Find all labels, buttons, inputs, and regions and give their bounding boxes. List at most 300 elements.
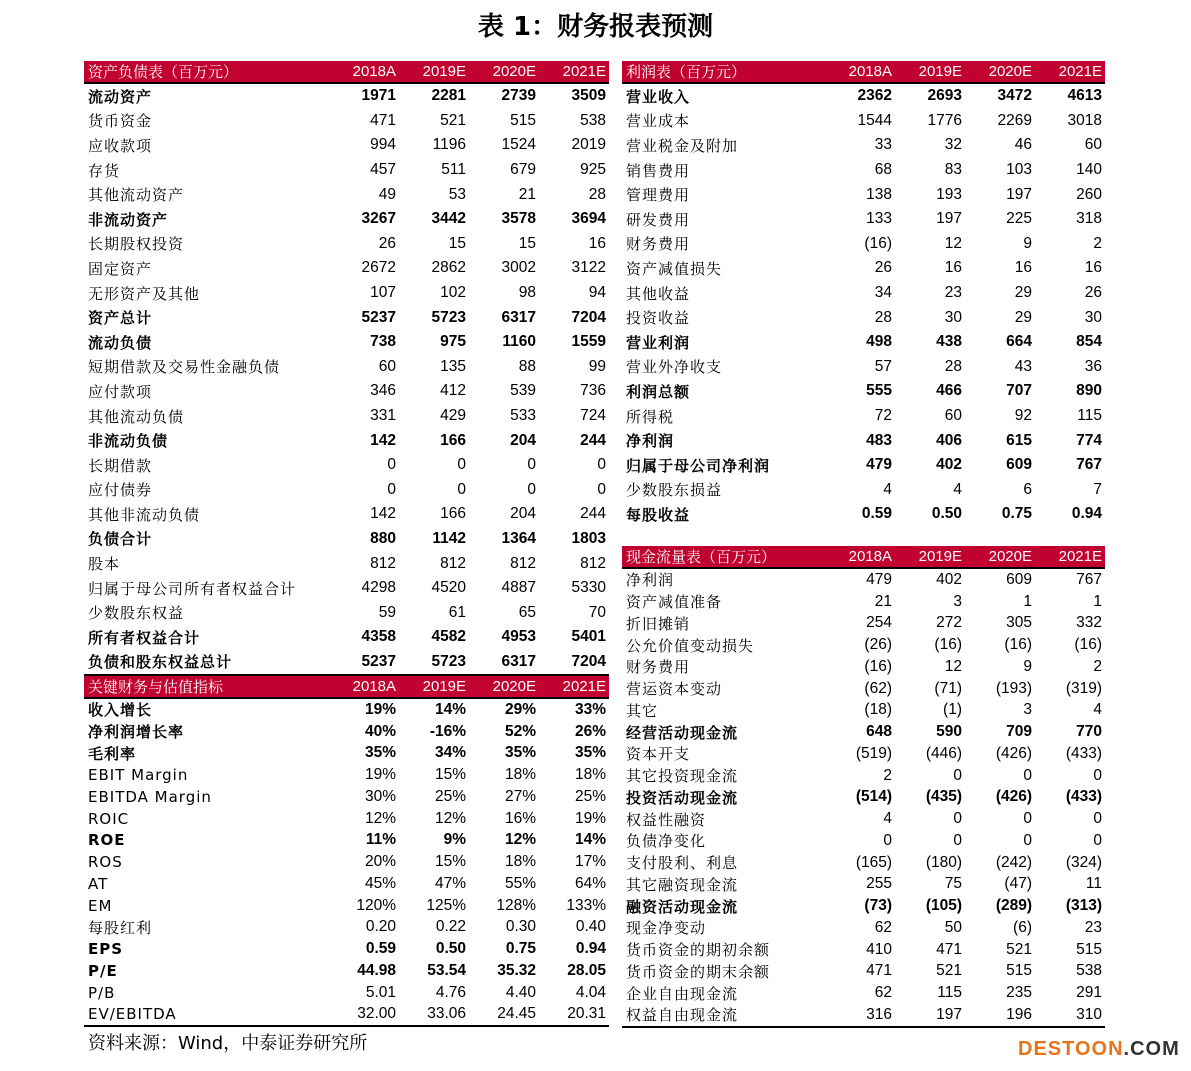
row-value: 1803 — [571, 529, 606, 547]
row-value: 0 — [387, 480, 396, 498]
source-note: 资料来源：Wind，中泰证券研究所 — [88, 1033, 368, 1054]
row-value: (242) — [995, 853, 1032, 871]
row-value: 332 — [1076, 614, 1102, 632]
row-value: 115 — [1077, 407, 1102, 425]
row-value: 260 — [1076, 185, 1102, 203]
row-value: 3578 — [501, 210, 536, 228]
table-row — [84, 938, 609, 960]
table-row — [84, 551, 609, 576]
row-value: 29 — [1014, 308, 1032, 326]
row-value: 1776 — [927, 111, 962, 129]
row-value: 3 — [953, 592, 962, 610]
row-label: 资本开支 — [626, 745, 691, 764]
table-row — [622, 917, 1105, 939]
row-value: -16% — [429, 722, 466, 740]
row-value: 2362 — [857, 87, 892, 105]
row-value: 0.75 — [1001, 505, 1032, 523]
row-value: 26% — [574, 722, 606, 740]
row-value: 305 — [1006, 614, 1032, 632]
row-value: 767 — [1076, 456, 1102, 474]
row-value: 7204 — [571, 308, 606, 326]
row-value: 9% — [443, 831, 466, 849]
row-value: 1559 — [571, 333, 606, 351]
row-label: 支付股利、利息 — [626, 854, 739, 873]
row-value: 135 — [440, 357, 466, 375]
row-value: 4.04 — [575, 983, 606, 1001]
row-value: 471 — [936, 940, 962, 958]
row-value: 204 — [510, 505, 536, 523]
row-value: 412 — [440, 382, 466, 400]
row-label: 营业税金及附加 — [626, 136, 739, 155]
row-value: 30 — [944, 308, 962, 326]
row-value: 14% — [574, 831, 606, 849]
row-value: 316 — [866, 1005, 892, 1023]
row-label: 短期借款及交易性金融负债 — [88, 358, 281, 377]
cashflow-year-header: 2018A — [848, 548, 892, 565]
row-value: 197 — [936, 210, 962, 228]
row-value: 24.45 — [497, 1005, 536, 1023]
row-label: 营业收入 — [626, 87, 691, 106]
row-label: 负债和股东权益总计 — [88, 653, 233, 672]
table-row — [622, 852, 1105, 874]
row-label: 流动资产 — [88, 87, 153, 106]
row-value: 29 — [1014, 284, 1032, 302]
row-value: 0 — [527, 480, 536, 498]
row-value: 0 — [597, 480, 606, 498]
row-label: EV/EBITDA — [88, 1005, 177, 1024]
row-label: 经营活动现金流 — [626, 723, 739, 742]
row-value: 466 — [936, 382, 962, 400]
row-value: 120% — [356, 896, 396, 914]
row-label: 资产减值损失 — [626, 259, 723, 278]
row-value: 3694 — [571, 210, 606, 228]
row-value: 2281 — [431, 87, 466, 105]
table-row — [622, 502, 1105, 527]
row-value: 0.75 — [505, 940, 536, 958]
row-value: 20.31 — [567, 1005, 606, 1023]
row-value: (73) — [864, 897, 892, 915]
row-label: 现金净变动 — [626, 919, 707, 938]
row-label: 权益自由现金流 — [626, 1006, 739, 1025]
row-value: 925 — [580, 161, 606, 179]
row-value: 5723 — [431, 652, 466, 670]
row-label: 应付债券 — [88, 481, 153, 500]
row-value: 128% — [496, 896, 536, 914]
row-value: 15 — [448, 234, 466, 252]
row-value: (16) — [864, 234, 892, 252]
row-label: ROE — [88, 831, 126, 850]
table-row — [622, 158, 1105, 183]
row-value: (289) — [995, 897, 1032, 915]
row-label: 营业利润 — [626, 333, 691, 352]
row-value: 812 — [580, 554, 606, 572]
row-label: 净利润 — [626, 432, 675, 451]
row-value: 57 — [874, 357, 892, 375]
row-label: 每股收益 — [626, 505, 691, 524]
row-label: 所得税 — [626, 407, 675, 426]
row-value: 5723 — [431, 308, 466, 326]
table-row — [84, 873, 609, 895]
row-value: 346 — [370, 382, 396, 400]
row-value: 648 — [866, 723, 892, 741]
table-row — [84, 786, 609, 808]
row-value: 50 — [944, 918, 962, 936]
row-value: 0.50 — [435, 940, 466, 958]
table-row — [84, 808, 609, 830]
row-label: 投资收益 — [626, 309, 691, 328]
row-value: 52% — [504, 722, 536, 740]
table-row — [84, 502, 609, 527]
row-value: 23 — [944, 284, 962, 302]
table-row — [84, 960, 609, 982]
row-value: 555 — [866, 382, 892, 400]
row-value: 43 — [1014, 357, 1032, 375]
row-label: 其他流动资产 — [88, 186, 185, 205]
row-value: 4298 — [361, 579, 396, 597]
row-value: 60 — [944, 407, 962, 425]
row-value: 590 — [936, 723, 962, 741]
row-value: 12% — [504, 831, 536, 849]
table-row — [622, 478, 1105, 503]
row-value: (433) — [1065, 744, 1102, 762]
row-value: 609 — [1006, 570, 1032, 588]
row-value: 615 — [1006, 431, 1032, 449]
row-value: 99 — [588, 357, 606, 375]
row-value: 133 — [866, 210, 892, 228]
row-value: 4.76 — [435, 983, 466, 1001]
row-value: 515 — [1006, 962, 1032, 980]
row-value: 16% — [504, 809, 536, 827]
row-value: 28 — [874, 308, 892, 326]
row-label: 企业自由现金流 — [626, 984, 739, 1003]
row-label: P/E — [88, 961, 118, 980]
row-value: 45% — [364, 874, 396, 892]
row-value: 35% — [504, 744, 536, 762]
row-value: 0 — [1023, 810, 1032, 828]
row-value: 44.98 — [357, 961, 396, 979]
row-value: (426) — [995, 744, 1032, 762]
row-value: 3442 — [431, 210, 466, 228]
row-label: 资产减值准备 — [626, 593, 723, 612]
row-value: 2862 — [431, 259, 466, 277]
row-value: 0.22 — [435, 918, 466, 936]
row-value: 68 — [874, 161, 892, 179]
row-value: 19% — [364, 700, 396, 718]
row-value: 21 — [518, 185, 536, 203]
row-value: 0 — [1093, 766, 1102, 784]
row-value: (426) — [995, 788, 1032, 806]
row-label: 融资活动现金流 — [626, 897, 739, 916]
row-value: 4 — [883, 810, 892, 828]
row-value: 533 — [510, 407, 536, 425]
row-label: 无形资产及其他 — [88, 284, 201, 303]
row-value: 3002 — [501, 259, 536, 277]
row-value: 5237 — [361, 308, 396, 326]
row-label: 其它 — [626, 701, 659, 720]
row-value: 0 — [953, 810, 962, 828]
row-value: 812 — [440, 554, 466, 572]
row-value: 138 — [866, 185, 892, 203]
row-label: 财务费用 — [626, 658, 691, 677]
metrics-header-label: 关键财务与估值指标 — [88, 678, 224, 696]
row-value: 14% — [434, 700, 466, 718]
row-value: 2 — [883, 766, 892, 784]
table-row — [622, 961, 1105, 983]
row-value: (324) — [1065, 853, 1102, 871]
row-value: 521 — [1006, 940, 1032, 958]
row-value: 19% — [574, 809, 606, 827]
row-value: 166 — [440, 505, 466, 523]
row-value: 2693 — [927, 87, 962, 105]
row-value: 724 — [580, 407, 606, 425]
row-value: 3509 — [571, 87, 606, 105]
row-value: 107 — [370, 284, 396, 302]
row-value: 17% — [574, 853, 606, 871]
row-value: 890 — [1076, 382, 1102, 400]
table-row — [622, 281, 1105, 306]
row-value: 47% — [434, 874, 466, 892]
row-value: 19% — [364, 766, 396, 784]
table-row — [622, 428, 1105, 453]
row-value: 767 — [1076, 570, 1102, 588]
row-value: 140 — [1076, 161, 1102, 179]
table-row — [84, 158, 609, 183]
row-value: 15% — [434, 766, 466, 784]
row-value: 35.32 — [497, 961, 536, 979]
row-value: 33.06 — [427, 1005, 466, 1023]
row-value: 0.50 — [931, 505, 962, 523]
row-label: 每股红利 — [88, 918, 153, 937]
table-row — [622, 939, 1105, 961]
row-value: 29% — [504, 700, 536, 718]
row-value: 318 — [1076, 210, 1102, 228]
row-value: 0 — [1093, 831, 1102, 849]
row-value: 0 — [1023, 766, 1032, 784]
row-value: (435) — [925, 788, 962, 806]
row-label: EBITDA Margin — [88, 787, 212, 806]
table-row — [84, 527, 609, 552]
row-value: 25% — [574, 787, 606, 805]
row-value: 0.59 — [365, 940, 396, 958]
row-value: 7204 — [571, 652, 606, 670]
table-row — [84, 84, 609, 109]
row-label: 权益性融资 — [626, 810, 707, 829]
row-value: 0 — [387, 456, 396, 474]
row-value: 0.40 — [575, 918, 606, 936]
row-label: 利润总额 — [626, 382, 691, 401]
table-row — [84, 699, 609, 721]
row-value: 709 — [1006, 723, 1032, 741]
row-value: 5237 — [361, 652, 396, 670]
row-value: (165) — [855, 853, 892, 871]
table-row — [622, 355, 1105, 380]
row-value: 20% — [364, 853, 396, 871]
table-row — [622, 613, 1105, 635]
row-value: 11% — [365, 831, 396, 849]
row-value: 75 — [944, 875, 962, 893]
row-value: 9 — [1023, 234, 1032, 252]
row-value: 83 — [944, 161, 962, 179]
row-label: 应收款项 — [88, 136, 153, 155]
row-value: 16 — [588, 234, 606, 252]
row-value: 94 — [588, 284, 606, 302]
income-year-header: 2020E — [988, 63, 1032, 80]
table-row — [84, 207, 609, 232]
row-label: 货币资金 — [88, 112, 153, 131]
table-row — [622, 404, 1105, 429]
row-value: 4 — [883, 480, 892, 498]
row-label: 财务费用 — [626, 235, 691, 254]
row-value: 1142 — [432, 529, 466, 547]
row-value: (16) — [864, 657, 892, 675]
row-value: 1971 — [361, 87, 396, 105]
row-value: 1 — [1023, 592, 1032, 610]
row-value: (514) — [855, 788, 892, 806]
row-value: 92 — [1014, 407, 1032, 425]
row-value: 53.54 — [427, 961, 466, 979]
table-row — [622, 84, 1105, 109]
row-value: 438 — [936, 333, 962, 351]
metrics-year-header: 2018A — [352, 678, 396, 695]
row-value: 6317 — [501, 652, 536, 670]
row-value: (313) — [1065, 897, 1102, 915]
table-row — [84, 404, 609, 429]
row-value: 16 — [944, 259, 962, 277]
row-value: 5401 — [571, 628, 606, 646]
row-value: 4520 — [431, 579, 466, 597]
row-value: (16) — [934, 636, 962, 654]
row-value: 1364 — [501, 529, 536, 547]
row-value: 1196 — [432, 136, 466, 154]
row-value: 21 — [874, 592, 892, 610]
row-value: 12 — [944, 657, 962, 675]
row-value: 854 — [1076, 333, 1102, 351]
table-row — [622, 379, 1105, 404]
row-value: 4.40 — [505, 983, 536, 1001]
row-label: 长期股权投资 — [88, 235, 185, 254]
table-row — [84, 982, 609, 1004]
row-value: 1 — [1093, 592, 1102, 610]
row-value: 142 — [370, 431, 396, 449]
row-value: 60 — [378, 357, 396, 375]
row-value: 30% — [364, 787, 396, 805]
row-value: 11 — [1085, 875, 1102, 893]
table-row — [622, 182, 1105, 207]
row-value: (16) — [1074, 636, 1102, 654]
row-label: 归属于母公司净利润 — [626, 456, 771, 475]
row-value: 511 — [441, 161, 466, 179]
row-label: 销售费用 — [626, 161, 691, 180]
row-value: 193 — [936, 185, 962, 203]
row-value: 16 — [1014, 259, 1032, 277]
row-value: 62 — [874, 984, 892, 1002]
table-row — [622, 787, 1105, 809]
row-label: 固定资产 — [88, 259, 153, 278]
row-value: 406 — [936, 431, 962, 449]
row-label: 应付款项 — [88, 382, 153, 401]
row-value: 9 — [1023, 657, 1032, 675]
row-label: 负债净变化 — [626, 832, 707, 851]
row-value: (319) — [1065, 679, 1102, 697]
table-row — [84, 305, 609, 330]
row-value: 61 — [448, 603, 466, 621]
row-label: EPS — [88, 940, 124, 959]
row-value: 0 — [883, 831, 892, 849]
table-row — [622, 808, 1105, 830]
row-value: 515 — [1076, 940, 1102, 958]
table-row — [84, 281, 609, 306]
row-value: 0 — [527, 456, 536, 474]
row-value: 331 — [370, 407, 396, 425]
table-row — [622, 109, 1105, 134]
balance-year-header: 2018A — [352, 63, 396, 80]
row-value: 812 — [370, 554, 396, 572]
row-value: 521 — [936, 962, 962, 980]
row-value: 4 — [953, 480, 962, 498]
row-value: 410 — [866, 940, 892, 958]
table-row — [84, 1004, 609, 1028]
table-row — [622, 453, 1105, 478]
row-value: 12% — [364, 809, 396, 827]
table-row — [622, 982, 1105, 1004]
row-value: 6317 — [501, 308, 536, 326]
row-value: (47) — [1004, 875, 1032, 893]
row-label: 少数股东权益 — [88, 604, 185, 623]
row-value: 133% — [566, 896, 606, 914]
row-label: 归属于母公司所有者权益合计 — [88, 579, 297, 598]
row-value: 5.01 — [365, 983, 396, 1001]
row-label: 少数股东损益 — [626, 481, 723, 500]
row-label: 其他非流动负债 — [88, 505, 201, 524]
row-value: 4953 — [501, 628, 536, 646]
row-value: 975 — [440, 333, 466, 351]
table-row — [622, 1004, 1105, 1028]
row-label: 折旧摊销 — [626, 614, 691, 633]
table-row — [84, 355, 609, 380]
table-row — [84, 379, 609, 404]
row-value: 679 — [510, 161, 536, 179]
row-value: 235 — [1006, 984, 1032, 1002]
row-label: 营业外净收支 — [626, 358, 723, 377]
row-value: 62 — [874, 918, 892, 936]
row-value: (26) — [864, 636, 892, 654]
row-value: 479 — [866, 570, 892, 588]
row-value: 4887 — [501, 579, 536, 597]
watermark-logo — [1018, 1038, 1180, 1061]
row-value: 5330 — [571, 579, 606, 597]
row-value: 244 — [580, 505, 606, 523]
row-value: 46 — [1014, 136, 1032, 154]
row-value: 60 — [1084, 136, 1102, 154]
row-value: 28.05 — [567, 961, 606, 979]
metrics-header — [84, 676, 609, 699]
row-value: 49 — [378, 185, 396, 203]
balance-year-header: 2021E — [562, 63, 606, 80]
table-row — [622, 765, 1105, 787]
table-row — [84, 133, 609, 158]
row-value: 3122 — [571, 259, 606, 277]
row-value: 0.59 — [861, 505, 892, 523]
key-metrics-table — [84, 676, 609, 1027]
cashflow-year-header: 2020E — [988, 548, 1032, 565]
row-label: 存货 — [88, 161, 121, 180]
row-value: (6) — [1013, 918, 1032, 936]
row-value: 707 — [1006, 382, 1032, 400]
row-label: 非流动资产 — [88, 210, 169, 229]
row-label: 净利润增长率 — [88, 723, 185, 742]
row-value: 3472 — [997, 87, 1032, 105]
row-value: 27% — [504, 787, 536, 805]
